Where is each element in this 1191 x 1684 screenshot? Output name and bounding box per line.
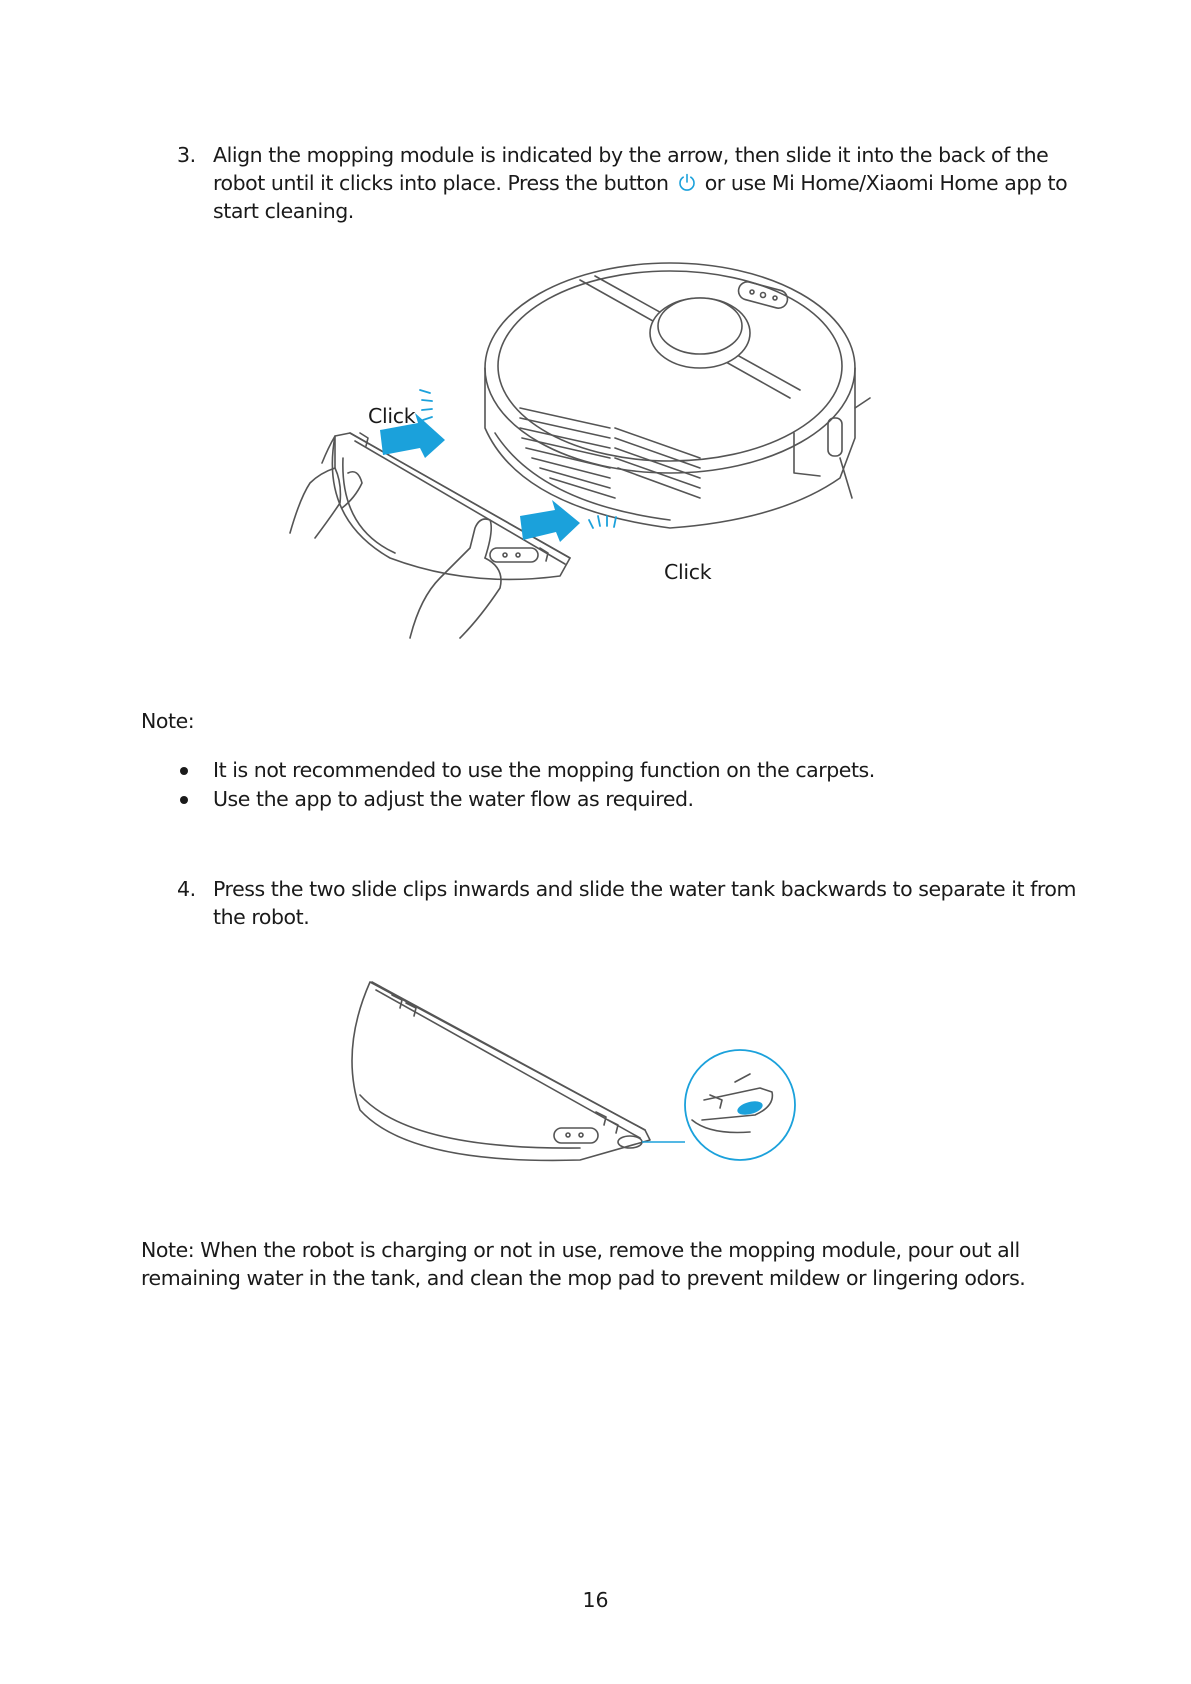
step-4-text: Press the two slide clips inwards and slide the water tank backwards to separate it from the robot. [213, 877, 1077, 929]
step-3-text-part1: Align the mopping module is indicated by the arrow, then slide it into the back of the robot until it clicks into place. Press the button [213, 143, 1049, 195]
insert-arrow-lower [520, 500, 580, 542]
note-label: Note: [141, 709, 195, 733]
note-item [177, 756, 1077, 785]
step-3-text [213, 141, 1093, 225]
step-number: 4. [177, 877, 196, 901]
step-3-text-part2: or use Mi Home/Xiaomi Home app to start cleaning. [213, 171, 1068, 223]
power-icon [677, 172, 697, 192]
mopping-module-install-illustration [280, 258, 900, 688]
step-number: 3. [177, 143, 196, 167]
note-item-text: It is not recommended to use the mopping function on the carpets. [213, 758, 875, 782]
note-item [177, 785, 1077, 814]
note-item-text: Use the app to adjust the water flow as required. [213, 787, 694, 811]
mopping-module-drawing [332, 433, 570, 579]
click-label-lower: Click [664, 560, 712, 584]
click-label-upper: Click [368, 404, 416, 428]
robot-vacuum-drawing [485, 263, 870, 528]
slide-clip-highlight [736, 1099, 764, 1117]
water-tank-clip-illustration [350, 970, 820, 1200]
zoom-circle [685, 1050, 795, 1160]
step-3 [177, 141, 1097, 231]
step-4 [177, 875, 1097, 935]
storage-note: Note: When the robot is charging or not in use, remove the mopping module, pour out all remaining water in the tank, and clean the mop pad to prevent mildew or lingering odors. [141, 1238, 1026, 1290]
note-list [177, 756, 1077, 814]
bullet-icon [180, 796, 188, 804]
bullet-icon [180, 767, 188, 775]
page-number: 16 [582, 1588, 609, 1612]
